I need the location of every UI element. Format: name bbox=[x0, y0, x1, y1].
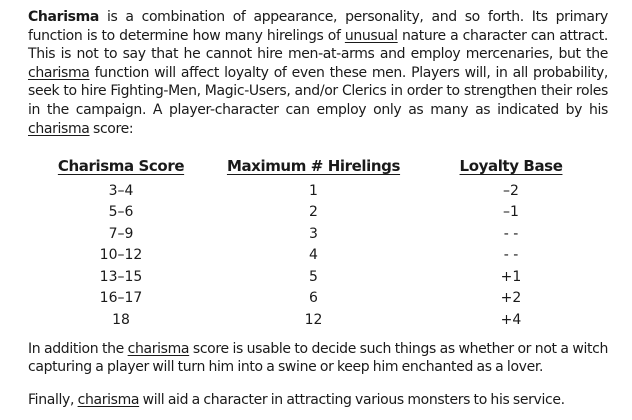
cell-max-hirelings: 6 bbox=[309, 290, 318, 307]
cell-charisma-score: 7–9 bbox=[108, 225, 134, 242]
cell-loyalty-base: –1 bbox=[503, 204, 519, 221]
cell-charisma-score: 3–4 bbox=[108, 182, 134, 199]
table-row bbox=[56, 180, 586, 202]
cell-max-hirelings: 1 bbox=[309, 182, 318, 199]
para2-text-1: In addition the bbox=[28, 340, 128, 357]
monsters-paragraph bbox=[28, 391, 608, 410]
table-header-row bbox=[56, 154, 586, 178]
para2-text-2: score is usable to decide such things as whether or not a witch capturing a player will turn him into a swine or keep him enchanted as a lover. bbox=[28, 340, 608, 376]
charisma-underlined-4: charisma bbox=[77, 391, 140, 408]
header-max-hirelings: Maximum # Hirelings bbox=[226, 157, 401, 176]
cell-max-hirelings: 3 bbox=[309, 225, 318, 242]
cell-charisma-score: 13–15 bbox=[99, 268, 143, 285]
table-row bbox=[56, 202, 586, 224]
intro-text-1: is a combination of appearance, personality, and so forth. Its primary function is to determine how many hirelings of bbox=[28, 9, 608, 44]
witch-paragraph bbox=[28, 340, 608, 377]
header-charisma-score: Charisma Score bbox=[57, 157, 185, 176]
cell-max-hirelings: 4 bbox=[309, 247, 318, 264]
charisma-heading: Charisma bbox=[28, 9, 99, 25]
cell-loyalty-base: +2 bbox=[500, 290, 522, 307]
cell-charisma-score: 16–17 bbox=[99, 290, 143, 307]
intro-text-3: function will affect loyalty of even these men. Players will, in all probability, seek to hire Fighting-Men, Magic-Users, and/or Clerics in order to strengthen their roles in the campaign. A player-character can employ only as many as indicated by his bbox=[28, 64, 608, 118]
rules-text bbox=[28, 8, 608, 409]
cell-max-hirelings: 2 bbox=[309, 204, 318, 221]
cell-max-hirelings: 5 bbox=[309, 268, 318, 285]
charisma-underlined-2: charisma bbox=[28, 120, 90, 137]
header-loyalty-base: Loyalty Base bbox=[459, 157, 563, 176]
table-row bbox=[56, 223, 586, 245]
table-row bbox=[56, 309, 586, 331]
charisma-underlined-1: charisma bbox=[28, 64, 90, 81]
unusual-underlined: unusual bbox=[344, 27, 398, 44]
cell-loyalty-base: +1 bbox=[500, 268, 522, 285]
cell-max-hirelings: 12 bbox=[304, 311, 323, 328]
cell-charisma-score: 18 bbox=[112, 311, 130, 328]
intro-text-2: nature a character can attract. This is not to say that he cannot hire men-at-arms and employ mercenaries, but the bbox=[28, 27, 608, 63]
para3-text-2: will aid a character in attracting various monsters to his service. bbox=[139, 391, 565, 408]
table-row bbox=[56, 266, 586, 288]
para3-text-1: Finally, bbox=[28, 391, 78, 408]
cell-loyalty-base: +4 bbox=[500, 311, 522, 328]
cell-charisma-score: 5–6 bbox=[108, 204, 134, 221]
cell-charisma-score: 10–12 bbox=[99, 247, 143, 264]
table-row bbox=[56, 245, 586, 267]
cell-loyalty-base: –2 bbox=[503, 182, 519, 199]
cell-loyalty-base: - - bbox=[503, 225, 519, 242]
intro-text-4: score: bbox=[89, 120, 134, 137]
intro-paragraph bbox=[28, 8, 608, 138]
cell-loyalty-base: - - bbox=[503, 247, 519, 264]
charisma-table bbox=[56, 154, 586, 331]
table-row bbox=[56, 288, 586, 310]
charisma-underlined-3: charisma bbox=[127, 340, 190, 357]
